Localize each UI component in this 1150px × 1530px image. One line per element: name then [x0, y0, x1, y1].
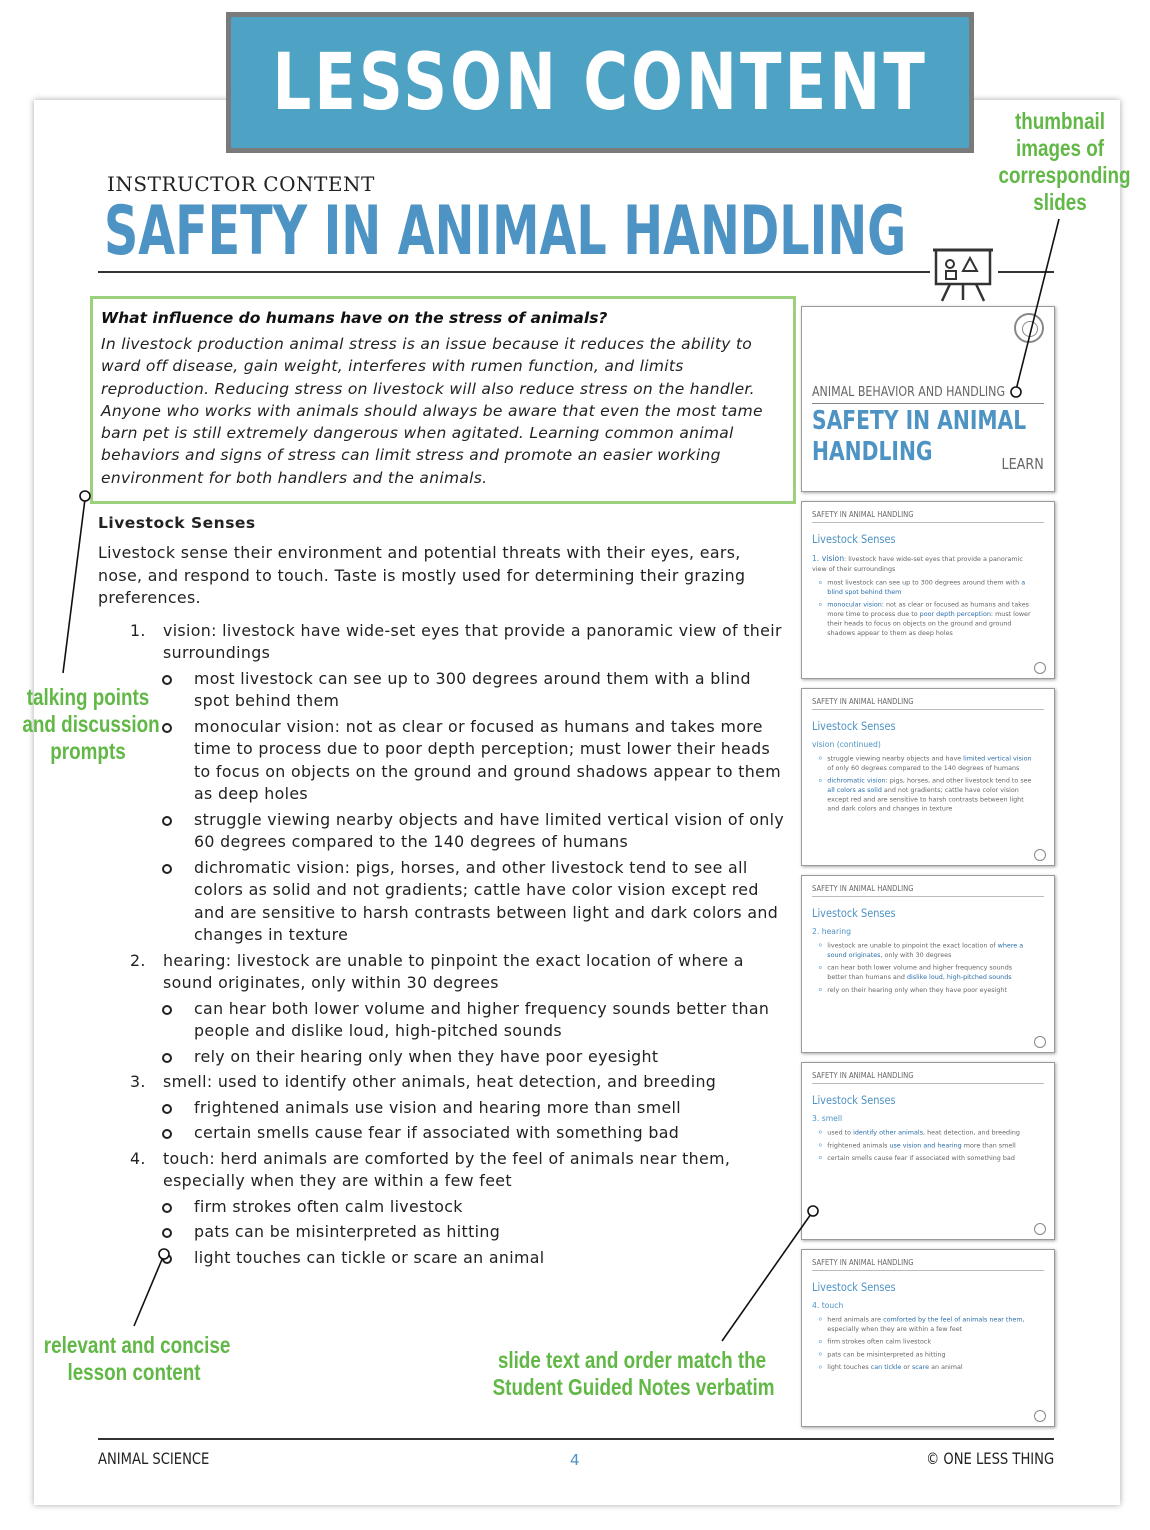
slide-rule — [812, 522, 1044, 523]
list-item — [98, 950, 788, 995]
slide-highlight: scare — [911, 1363, 930, 1371]
item-number: 1. — [130, 620, 146, 640]
callout-line: and discussion — [22, 711, 160, 737]
bullet-icon — [162, 864, 172, 874]
slide-thumbnail — [801, 875, 1055, 1053]
slide-highlight: use vision and hearing — [889, 1141, 962, 1149]
slide-text: : pigs, horses, and other livestock tend to see — [885, 776, 1032, 785]
page-title: SAFETY IN ANIMAL HANDLING — [104, 192, 907, 271]
school-logo-icon — [1034, 1223, 1046, 1235]
bullet-text: dichromatic vision: pigs, horses, and other livestock tend to see all colors as solid and not gradients; cattle have color vision except red and are sensitive to harsh contrasts between light and dark colors and changes in texture — [194, 857, 779, 944]
slide-rule — [812, 1270, 1044, 1271]
bullet-icon — [162, 1005, 172, 1015]
slide-bullet — [812, 1362, 1033, 1371]
slide-section-title: Livestock Senses — [812, 719, 896, 733]
callout-line: slides — [1033, 189, 1087, 215]
slide-bullet — [812, 578, 1033, 597]
discussion-question: What influence do humans have on the stress of animals? — [101, 309, 608, 327]
slide-text: certain smells cause fear if associated with something bad — [827, 1154, 1015, 1162]
slide-highlight: dislike loud, high-pitched sounds — [906, 973, 1012, 981]
slide-text: struggle viewing nearby objects and have — [827, 754, 964, 763]
section-intro: Livestock sense their environment and potential threats with their eyes, ears, nose, and respond to touch. Taste is mostly used for determining their grazing preferences. — [98, 543, 746, 607]
slide-header: SAFETY IN ANIMAL HANDLING — [812, 884, 914, 893]
sub-bullet — [98, 1122, 788, 1145]
slide-number-line: vision (continued) — [812, 741, 881, 750]
slide-rule — [812, 403, 1044, 404]
slide-bullet — [812, 754, 1033, 773]
item-text: hearing: livestock are unable to pinpoint the exact location of where a sound originates, only within 30 degrees — [163, 950, 744, 992]
callout-line: images of — [1015, 135, 1105, 161]
item-text: smell: used to identify other animals, heat detection, and breeding — [163, 1072, 717, 1091]
sub-bullet — [98, 809, 788, 854]
lesson-content — [98, 514, 788, 1269]
callout-line: prompts — [50, 738, 126, 764]
item-text: touch: herd animals are comforted by the feel of animals near them, especially when they are within a few feet — [163, 1148, 731, 1190]
slide-text: rely on their hearing only when they have poor eyesight — [827, 985, 1007, 994]
slide-bullet — [812, 1337, 1033, 1346]
bullet-text: certain smells cause fear if associated with something bad — [194, 1123, 680, 1142]
slide-header: SAFETY IN ANIMAL HANDLING — [812, 1071, 914, 1080]
slide-thumbnail-title — [801, 306, 1055, 492]
instructor-content-label: INSTRUCTOR CONTENT — [107, 172, 375, 196]
slide-bullet — [812, 600, 1033, 637]
slide-bullet — [812, 941, 1033, 960]
slide-number-line: 4. touch — [812, 1302, 844, 1311]
slide-body — [812, 741, 1033, 817]
slide-header: SAFETY IN ANIMAL HANDLING — [812, 697, 914, 706]
slide-bullet — [812, 1315, 1033, 1334]
slide-text: livestock are unable to pinpoint the exact location of — [827, 941, 998, 950]
slide-bullet — [812, 1350, 1033, 1359]
slide-number: 1. — [812, 554, 820, 564]
sub-bullet — [98, 1247, 788, 1270]
callout-line: Student Guided Notes verbatim — [492, 1374, 775, 1400]
slide-text: can hear both lower volume and higher frequency sounds better than humans and — [827, 963, 1013, 981]
slide-highlight: limited vertical vision — [963, 754, 1032, 763]
slide-text: , especially when they are within a few feet — [827, 1315, 1025, 1333]
sub-bullet — [98, 1221, 788, 1244]
school-logo-icon — [1034, 849, 1046, 861]
slide-highlight: comforted by the feel of animals near them — [883, 1315, 1023, 1324]
sub-bullet — [98, 668, 788, 713]
slide-highlight: poor depth perception — [919, 610, 991, 618]
item-number: 4. — [130, 1148, 146, 1168]
slide-text: : not as clear or focused as humans and takes more time to process due to — [827, 600, 1029, 618]
item-text: vision: livestock have wide-set eyes that provide a panoramic view of their surroundings — [163, 620, 782, 662]
list-item — [98, 620, 788, 665]
slide-text: , only with 30 degrees — [880, 950, 952, 959]
item-number: 2. — [130, 950, 146, 970]
callout-talking-points — [22, 684, 160, 765]
sub-bullet — [98, 1196, 788, 1219]
slide-bullet — [812, 985, 1033, 994]
slide-body — [812, 554, 1033, 641]
slide-text: herd animals are — [827, 1315, 884, 1324]
slide-kicker: ANIMAL BEHAVIOR AND HANDLING — [812, 385, 1006, 400]
slide-text: firm strokes often calm livestock — [827, 1337, 932, 1346]
discussion-answer: In livestock production animal stress is an issue because it reduces the ability to ward off disease, gain weight, interferes with rumen function, and limits reproduction. Reducing stress on livestock will also reduce stress on the handler. Anyone who works with animals should always be aware that even the most tame barn pet is still extremely dangerous when agitated. Learning common animal behaviors and signs of stress can limit stress and promote an easier working environment for both handlers and the animals. — [101, 335, 763, 487]
slide-header: SAFETY IN ANIMAL HANDLING — [812, 1258, 914, 1267]
slide-thumbnail — [801, 1249, 1055, 1427]
slide-text: used to — [827, 1128, 854, 1137]
slide-rule — [812, 1083, 1044, 1084]
slide-number-line: 2. hearing — [812, 928, 851, 937]
slide-title-line: SAFETY IN ANIMAL — [812, 406, 1027, 436]
slide-text: an animal — [929, 1363, 963, 1371]
page-number: 4 — [570, 1451, 580, 1469]
bullet-icon — [162, 723, 172, 733]
callout-line: relevant and concise — [43, 1332, 231, 1358]
slide-text: most livestock can see up to 300 degrees around them with — [827, 578, 1022, 587]
slide-text: light touches — [827, 1363, 871, 1371]
bullet-icon — [162, 675, 172, 685]
slide-section-title: Livestock Senses — [812, 1280, 896, 1294]
bullet-icon — [162, 1254, 172, 1264]
slide-section-title: Livestock Senses — [812, 1093, 896, 1107]
callout-line: corresponding — [998, 162, 1131, 188]
slide-bullet — [812, 1128, 1033, 1137]
sub-bullet — [98, 1046, 788, 1069]
slide-thumbnail — [801, 688, 1055, 866]
slide-text: : livestock have wide-set eyes that provide a panoramic view of their surroundings — [812, 554, 1023, 573]
slide-highlight: can tickle — [870, 1363, 902, 1371]
slide-thumbnail — [801, 501, 1055, 679]
slide-number-line: 3. smell — [812, 1115, 843, 1124]
slide-body — [812, 1302, 1033, 1375]
bullet-text: can hear both lower volume and higher frequency sounds better than people and dislike loud, high-pitched sounds — [194, 998, 770, 1040]
slide-section-title: Livestock Senses — [812, 906, 896, 920]
slide-rule — [812, 896, 1044, 897]
title-rule — [98, 271, 930, 273]
bullet-text: frightened animals use vision and hearing more than smell — [194, 1097, 682, 1117]
slide-text: frightened animals — [827, 1141, 890, 1149]
sub-bullet — [98, 857, 788, 947]
slide-highlight: dichromatic vision — [827, 776, 886, 785]
slide-section-title: Livestock Senses — [812, 532, 896, 546]
bullet-text: struggle viewing nearby objects and have limited vertical vision of only 60 degrees compared to the 140 degrees of humans — [194, 809, 785, 851]
callout-line: talking points — [26, 684, 150, 710]
slide-bullet — [812, 1141, 1033, 1150]
bullet-text: rely on their hearing only when they have poor eyesight — [194, 1046, 659, 1066]
callout-relevant-content — [43, 1332, 231, 1386]
slide-title — [812, 406, 1026, 468]
slide-highlight: where a sound originates — [827, 941, 1024, 959]
slide-label: vision — [821, 554, 845, 564]
slide-text: pats can be misinterpreted as hitting — [827, 1350, 946, 1359]
bullet-text: monocular vision: not as clear or focused as humans and takes more time to process due to poor depth perception; must lower their heads to focus on objects on the ground and ground shadows appear to them as deep holes — [194, 716, 781, 803]
slide-thumbnails — [801, 306, 1055, 1436]
bullet-text: firm strokes often calm livestock — [194, 1196, 463, 1216]
slide-highlight: identify other animals — [853, 1128, 924, 1137]
slide-text: : must lower their heads to focus on objects on the ground and ground shadows appear to them as deep holes — [827, 610, 1031, 637]
footer-course: ANIMAL SCIENCE — [98, 1449, 210, 1468]
school-logo-icon — [1034, 1410, 1046, 1422]
callout-line: slide text and order match the — [497, 1347, 767, 1373]
callout-thumbnails — [998, 108, 1131, 216]
bullet-icon — [162, 1228, 172, 1238]
school-logo-icon — [1034, 1036, 1046, 1048]
banner-title: LESSON CONTENT — [272, 37, 928, 128]
school-logo-icon — [1014, 313, 1044, 343]
callout-verbatim — [492, 1347, 775, 1401]
slide-body — [812, 928, 1033, 998]
title-rule-right — [998, 271, 1054, 273]
bullet-icon — [162, 1203, 172, 1213]
sub-bullet — [98, 716, 788, 806]
callout-line: lesson content — [67, 1359, 201, 1385]
slide-text: and not gradients; cattle have color vision except red and are sensitive to harsh contrasts between light and dark colors and changes in texture — [827, 786, 1024, 813]
footer-rule — [98, 1438, 1054, 1440]
list-item — [98, 1071, 788, 1094]
bullet-icon — [162, 1129, 172, 1139]
slide-bullet — [812, 1153, 1033, 1162]
bullet-icon — [162, 816, 172, 826]
slide-highlight: a blind spot behind them — [827, 578, 1026, 596]
slide-rule — [812, 709, 1044, 710]
sub-bullet — [98, 998, 788, 1043]
discussion-question-box — [90, 296, 796, 504]
section-title: Livestock Senses — [98, 514, 256, 532]
bullet-icon — [162, 1053, 172, 1063]
slide-text: of only 60 degrees compared to the 140 degrees of humans — [827, 763, 1020, 772]
callout-line: thumbnail — [1014, 108, 1106, 134]
slide-highlight: monocular vision — [827, 600, 882, 609]
bullet-icon — [162, 1104, 172, 1114]
slide-body — [812, 1115, 1033, 1166]
slide-bullet — [812, 963, 1033, 982]
slide-header: SAFETY IN ANIMAL HANDLING — [812, 510, 914, 519]
bullet-text: light touches can tickle or scare an animal — [194, 1247, 545, 1267]
sub-bullet — [98, 1097, 788, 1120]
slide-text: more than smell — [961, 1141, 1016, 1149]
presentation-easel-icon — [930, 244, 996, 304]
bullet-text: most livestock can see up to 300 degrees around them with a blind spot behind them — [194, 668, 751, 710]
bullet-text: pats can be misinterpreted as hitting — [194, 1222, 501, 1241]
school-logo-icon — [1034, 662, 1046, 674]
item-number: 3. — [130, 1072, 146, 1091]
slide-bullet — [812, 776, 1033, 813]
slide-number-line — [812, 554, 1033, 574]
list-item — [98, 1148, 788, 1193]
slide-text: or — [901, 1363, 912, 1371]
slide-text: , heat detection, and breeding — [923, 1128, 1020, 1137]
slide-highlight: all colors as solid — [827, 786, 882, 794]
slide-tag: LEARN — [1001, 455, 1044, 473]
slide-title-line: HANDLING — [812, 437, 933, 467]
slide-thumbnail — [801, 1062, 1055, 1240]
footer-copyright: © ONE LESS THING — [925, 1449, 1054, 1468]
lesson-content-banner — [226, 12, 974, 153]
